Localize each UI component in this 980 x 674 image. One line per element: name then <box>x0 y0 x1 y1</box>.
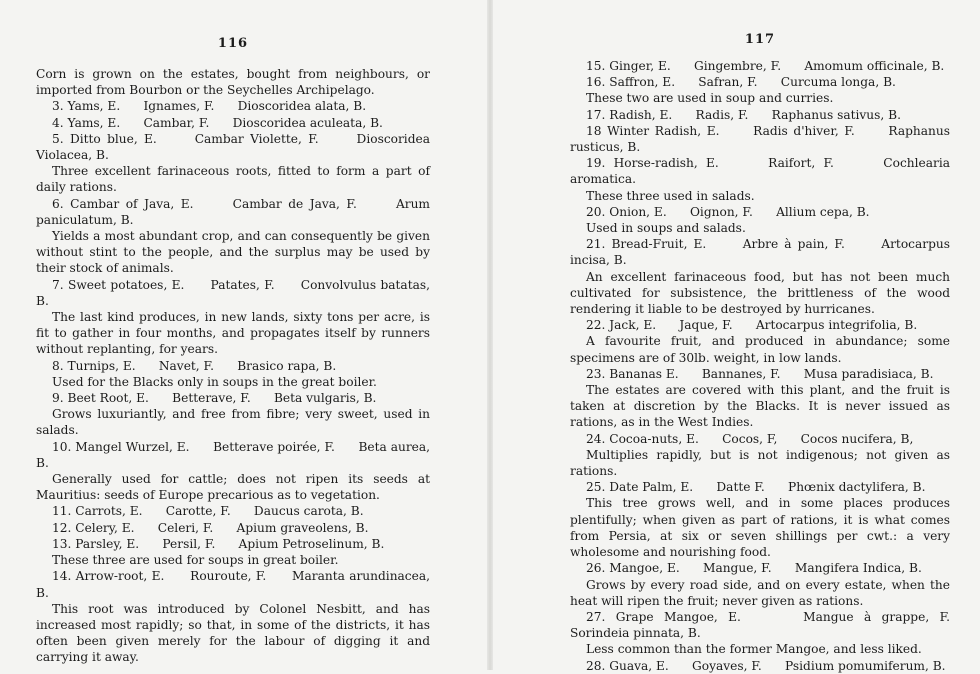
page-text <box>570 58 974 674</box>
plant-entry: 21. Bread-Fruit, E. Arbre à pain, F. Artocarpus incisa, B. <box>570 237 954 268</box>
paragraph: This tree grows well, and in some places produces plentifully; when given as part of rations, it is what comes from Persia, at six or seven shillings per cwt.: a very wholesome and nourishing food. <box>570 496 950 560</box>
plant-entry: 19. Horse-radish, E. Raifort, F. Cochlearia aromatica. <box>570 156 954 187</box>
paragraph: These three are used for soups in great boiler. <box>52 553 339 568</box>
plant-entry: 6. Cambar of Java, E. Cambar de Java, F. Arum paniculatum, B. <box>36 196 434 227</box>
plant-entry: 5. Ditto blue, E. Cambar Violette, F. Dioscoridea Violacea, B. <box>36 131 434 163</box>
paragraph: These three used in salads. <box>586 188 755 203</box>
plant-entry: 27. Grape Mangoe, E. Mangue à grappe, F. Sorindeia pinnata, B. <box>570 609 974 641</box>
paragraph: Grows luxuriantly, and free from fibre; very sweet, used in salads. <box>36 407 430 438</box>
paragraph: An excellent farinaceous food, but has not been much cultivated for subsistence, the brittleness of the wood rendering it liable to be destroyed by hurricanes. <box>570 269 950 317</box>
plant-entry: 3. Yams, E. Ignames, F. Dioscoridea alata, B. <box>52 99 367 114</box>
plant-entry: 22. Jack, E. Jaque, F. Artocarpus integrifolia, B. <box>586 318 918 333</box>
page-number: 117 <box>744 32 776 47</box>
paragraph: Corn is grown on the estates, bought from neighbours, or imported from Bourbon or the Seychelles Archipelago. <box>36 67 430 98</box>
plant-entry: 8. Turnips, E. Navet, F. Brasico rapa, B. <box>52 358 337 373</box>
paragraph: A favourite fruit, and produced in abundance; some specimens are of 30lb. weight, in low lands. <box>570 334 950 365</box>
paragraph: Used in soups and salads. <box>586 221 746 236</box>
plant-entry: 23. Bananas E. Bannanes, F. Musa paradisiaca, B. <box>586 366 934 381</box>
left-page <box>0 0 490 670</box>
paragraph: The last kind produces, in new lands, sixty tons per acre, is fit to gather in four months, and propagates itself by runners without replanting, for years. <box>36 310 430 357</box>
plant-entry: 9. Beet Root, E. Betterave, F. Beta vulgaris, B. <box>52 391 377 406</box>
paragraph: The estates are covered with this plant, and the fruit is taken at discretion by the Blacks. It is never issued as rations, as in the West Indies. <box>570 383 950 430</box>
paragraph: Three excellent farinaceous roots, fitted to form a part of daily rations. <box>36 164 430 195</box>
paragraph: Used for the Blacks only in soups in the great boiler. <box>52 374 377 389</box>
plant-entry: 13. Parsley, E. Persil, F. Apium Petroselinum, B. <box>52 536 385 551</box>
right-page <box>490 0 980 673</box>
plant-entry: 18 Winter Radish, E. Radis d'hiver, F. Raphanus rusticus, B. <box>570 123 954 155</box>
plant-entry: 7. Sweet potatoes, E. Patates, F. Convolvulus batatas, B. <box>36 277 434 308</box>
paragraph: Generally used for cattle; does not ripen its seeds at Mauritius: seeds of Europe precarious as to vegetation. <box>36 472 430 503</box>
paragraph: These two are used in soup and curries. <box>586 91 834 106</box>
paragraph: Grows by every road side, and on every estate, when the heat will ripen the fruit; never given as rations. <box>570 577 950 608</box>
plant-entry: 20. Onion, E. Oignon, F. Allium cepa, B. <box>586 204 870 219</box>
plant-entry: 14. Arrow-root, E. Rouroute, F. Maranta arundinacea, B. <box>36 569 434 600</box>
plant-entry: 28. Guava, E. Goyaves, F. Psidium pomumiferum, B. <box>586 658 946 673</box>
paragraph: Less common than the former Mangoe, and less liked. <box>586 642 922 657</box>
page-number: 116 <box>217 36 249 51</box>
paragraph: Yields a most abundant crop, and can consequently be given without stint to the people, and the surplus may be used by their stock of animals. <box>36 229 430 276</box>
plant-entry: 4. Yams, E. Cambar, F. Dioscoridea aculeata, B. <box>52 115 383 130</box>
plant-entry: 17. Radish, E. Radis, F. Raphanus sativus, B. <box>586 107 901 122</box>
plant-entry: 15. Ginger, E. Gingembre, F. Amomum officinale, B. <box>586 59 945 73</box>
paragraph: This root was introduced by Colonel Nesbitt, and has increased most rapidly; so that, in some of the districts, it has often been given merely for the labour of digging it and carrying it away. <box>36 601 430 665</box>
paragraph: Multiplies rapidly, but is not indigenous; not given as rations. <box>570 447 950 479</box>
plant-entry: 11. Carrots, E. Carotte, F. Daucus carota, B. <box>52 504 364 519</box>
plant-entry: 26. Mangoe, E. Mangue, F. Mangifera Indica, B. <box>586 561 922 576</box>
plant-entry: 24. Cocoa-nuts, E. Cocos, F, Cocos nucifera, B, <box>586 431 914 446</box>
plant-entry: 16. Saffron, E. Safran, F. Curcuma longa, B. <box>586 75 896 90</box>
plant-entry: 10. Mangel Wurzel, E. Betterave poirée, F. Beta aurea, B. <box>36 439 434 470</box>
plant-entry: 25. Date Palm, E. Datte F. Phœnix dactylifera, B. <box>586 480 926 495</box>
plant-entry: 12. Celery, E. Celeri, F. Apium graveolens, B. <box>52 520 369 535</box>
page-text <box>36 66 434 666</box>
